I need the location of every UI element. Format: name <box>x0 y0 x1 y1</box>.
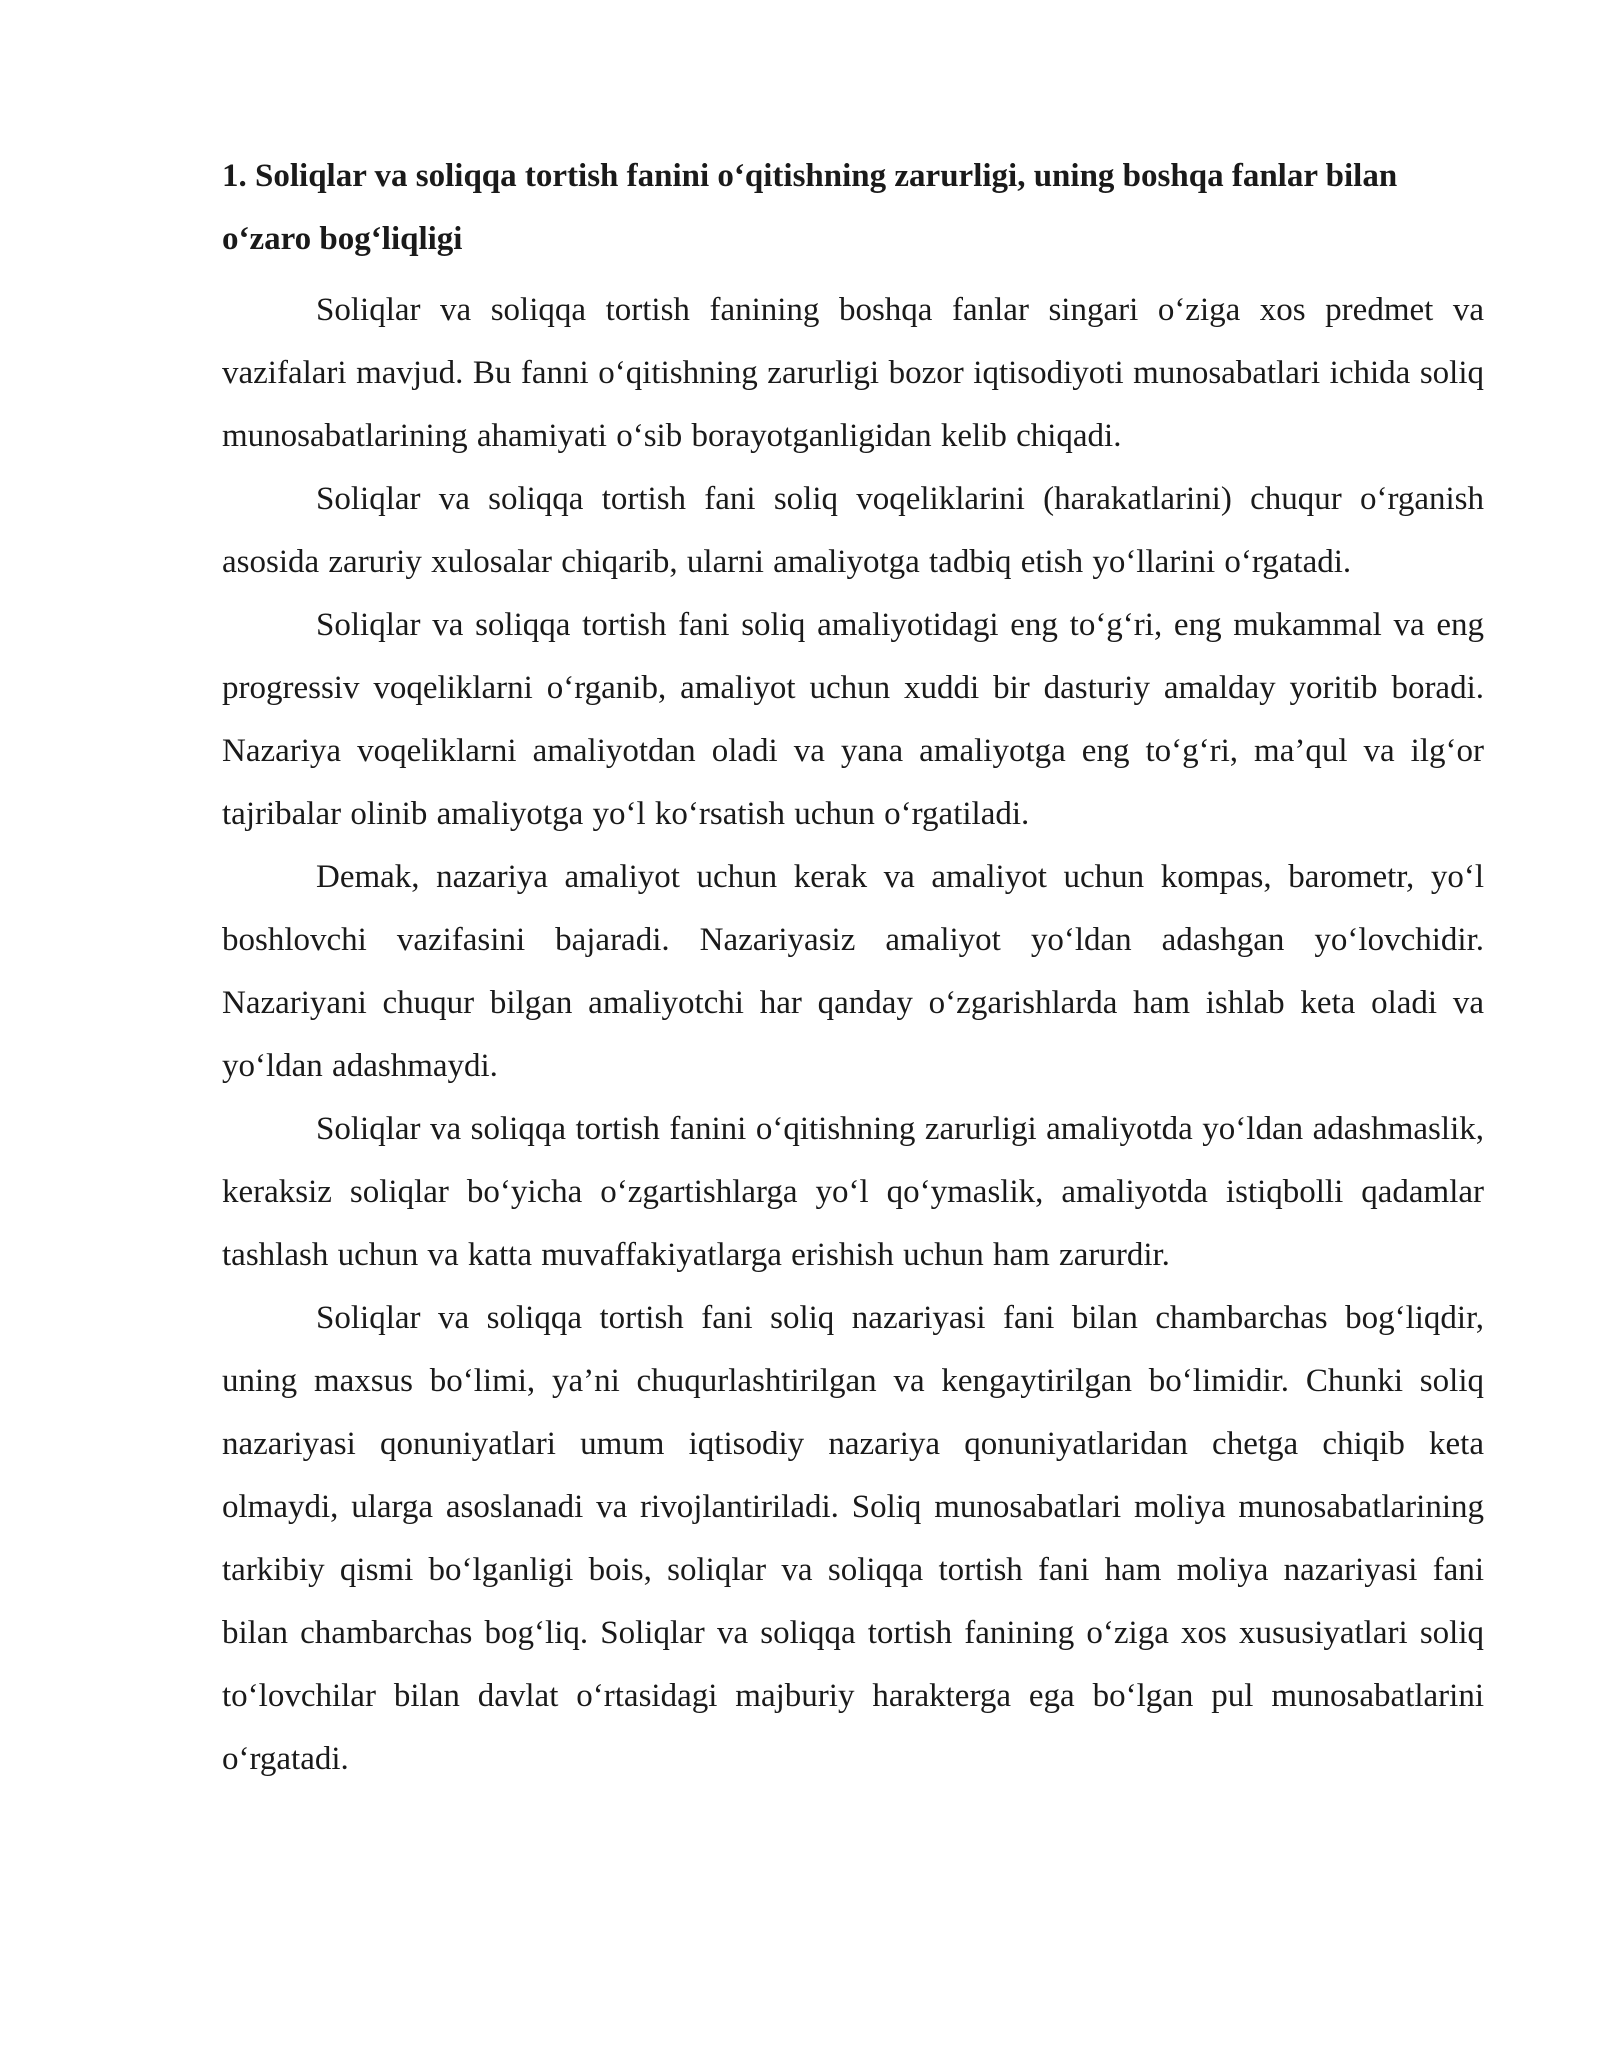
section-heading: 1. Soliqlar va soliqqa tortish fanini o‘qitishning zarurligi, uning boshqa fanlar bilan o‘zaro bog‘liqligi <box>222 158 1398 257</box>
paragraph-5: Soliqlar va soliqqa tortish fanini o‘qitishning zarurligi amaliyotda yo‘ldan adashmaslik, keraksiz soliqlar bo‘yicha o‘zgartishlarga yo‘l qo‘ymaslik, amaliyotda istiqbolli qadamlar tashlash uchun va katta muvaffakiyatlarga erishish uchun ham zarurdir. <box>222 1111 1484 1273</box>
paragraph-4: Demak, nazariya amaliyot uchun kerak va amaliyot uchun kompas, barometr, yo‘l boshlovchi vazifasini bajaradi. Nazariyasiz amaliyot yo‘ldan adashgan yo‘lovchidir. Nazariyani chuqur bilgan amaliyotchi har qanday o‘zgarishlarda ham ishlab keta oladi va yo‘ldan adashmaydi. <box>222 859 1484 1084</box>
paragraph-2: Soliqlar va soliqqa tortish fani soliq voqeliklarini (harakatlarini) chuqur o‘rganish asosida zaruriy xulosalar chiqarib, ularni amaliyotga tadbiq etish yo‘llarini o‘rgatadi. <box>222 481 1484 580</box>
paragraph-1: Soliqlar va soliqqa tortish fanining boshqa fanlar singari o‘ziga xos predmet va vazifalari mavjud. Bu fanni o‘qitishning zarurligi bozor iqtisodiyoti munosabatlari ichida soliq munosabatlarining ahamiyati o‘sib borayotganligidan kelib chiqadi. <box>222 292 1484 454</box>
document-body <box>222 145 1484 1791</box>
paragraph-3: Soliqlar va soliqqa tortish fani soliq amaliyotidagi eng to‘g‘ri, eng mukammal va eng progressiv voqeliklarni o‘rganib, amaliyot uchun xuddi bir dasturiy amalday yoritib boradi. Nazariya voqeliklarni amaliyotdan oladi va yana amaliyotga eng to‘g‘ri, ma’qul va ilg‘or tajribalar olinib amaliyotga yo‘l ko‘rsatish uchun o‘rgatiladi. <box>222 607 1484 832</box>
paragraph-6: Soliqlar va soliqqa tortish fani soliq nazariyasi fani bilan chambarchas bog‘liqdir, uning maxsus bo‘limi, ya’ni chuqurlashtirilgan va kengaytirilgan bo‘limidir. Chunki soliq nazariyasi qonuniyatlari umum iqtisodiy nazariya qonuniyatlaridan chetga chiqib keta olmaydi, ularga asoslanadi va rivojlantiriladi. Soliq munosabatlari moliya munosabatlarining tarkibiy qismi bo‘lganligi bois, soliqlar va soliqqa tortish fani ham moliya nazariyasi fani bilan chambarchas bog‘liq. Soliqlar va soliqqa tortish fanining o‘ziga xos xususiyatlari soliq to‘lovchilar bilan davlat o‘rtasidagi majburiy harakterga ega bo‘lgan pul munosabatlarini o‘rgatadi. <box>222 1300 1484 1777</box>
